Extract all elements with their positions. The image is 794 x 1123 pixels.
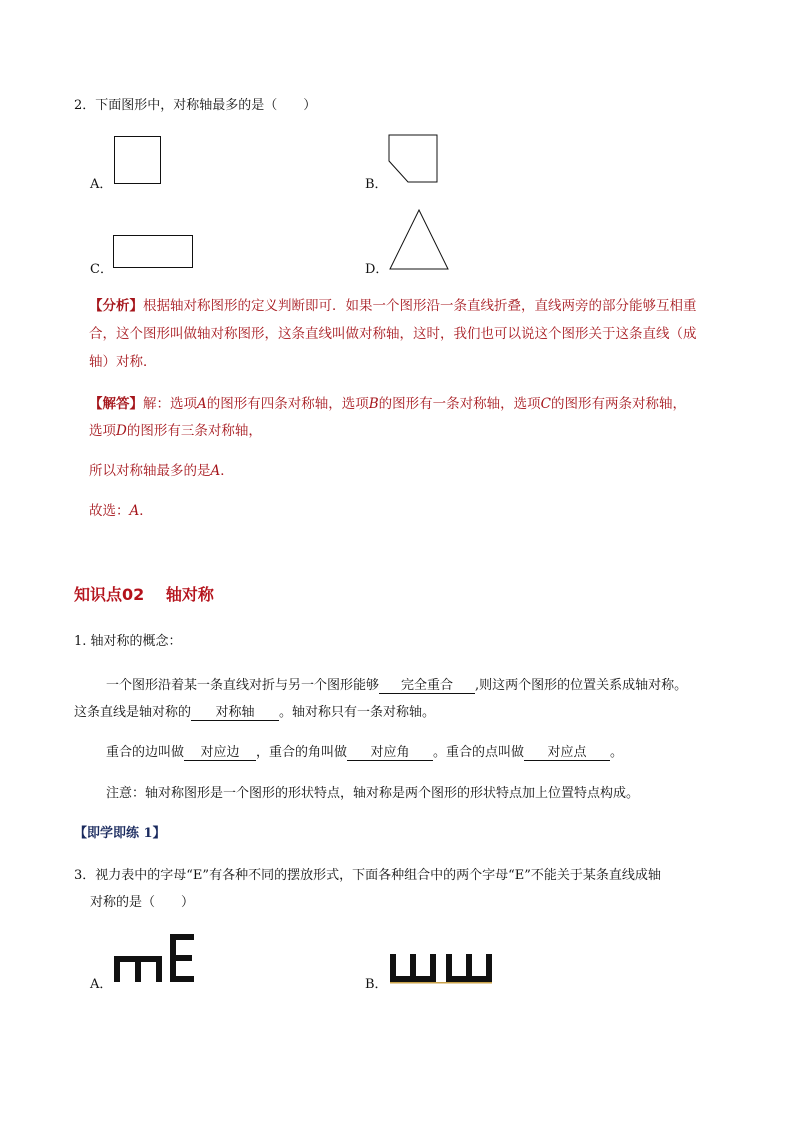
analysis-line-3: 轴）对称． (89, 354, 157, 370)
pentagon-figure (388, 134, 440, 186)
option-b-label: B． (365, 977, 388, 992)
section-title: 知识点02 轴对称 (74, 585, 214, 604)
letter-e-pair-b (390, 954, 496, 986)
analysis-line-1: 【分析】根据轴对称图形的定义判断即可．如果一个图形沿一条直线折叠，直线两旁的部分能够互相重 (89, 298, 697, 314)
option-a-label: A． (90, 977, 113, 992)
question-3-line-2: 对称的是（ ） (90, 895, 195, 910)
solution-line-1: 【解答】解：选项A的图形有四条对称轴，选项B的图形有一条对称轴，选项C的图形有两条对称轴， (89, 396, 687, 412)
square-figure (114, 136, 162, 186)
solution-line-4: 故选：A． (89, 503, 153, 519)
option-b-label: B． (365, 177, 388, 192)
question-text: 下面图形中，对称轴最多的是（ ） (95, 98, 317, 113)
rectangle-figure (113, 235, 195, 269)
letter-e-pair-a (114, 932, 198, 984)
concept-paragraph-3: 重合的边叫做 对应边 ，重合的角叫做 对应角 。重合的点叫做 对应点 。 (106, 741, 623, 761)
solution-line-3: 所以对称轴最多的是A． (89, 463, 234, 479)
blank-answer: 完全重合 (379, 674, 475, 694)
solution-line-2: 选项D的图形有三条对称轴， (89, 423, 262, 439)
question-3 (74, 864, 661, 883)
question-text: 视力表中的字母“E”有各种不同的摆放形式，下面各种组合中的两个字母“E”不能关于某条直线成轴 (95, 868, 661, 883)
option-c-label: C． (90, 262, 113, 277)
concept-paragraph-1: 一个图形沿着某一条直线对折与另一个图形能够 完全重合 ,则这两个图形的位置关系成轴对称。 (106, 674, 687, 694)
question-2 (74, 94, 316, 113)
concept-heading: 1. 轴对称的概念： (74, 634, 182, 649)
blank-answer: 对称轴 (191, 701, 279, 721)
triangle-figure (389, 209, 451, 271)
analysis-tag: 【分析】 (89, 298, 143, 314)
option-a-label: A． (90, 177, 113, 192)
option-d-label: D． (365, 262, 389, 277)
analysis-line-2: 合，这个图形叫做轴对称图形，这条直线叫做对称轴，这时，我们也可以说这个图形关于这条直线（成 (89, 326, 697, 342)
concept-note: 注意：轴对称图形是一个图形的形状特点，轴对称是两个图形的形状特点加上位置特点构成。 (106, 786, 640, 801)
blank-answer: 对应角 (347, 741, 433, 761)
question-number: 3． (74, 868, 96, 883)
solution-tag: 【解答】 (89, 396, 143, 412)
blank-answer: 对应边 (184, 741, 256, 761)
question-number: 2． (74, 98, 96, 113)
practice-title: 【即学即练 1】 (74, 826, 166, 841)
blank-answer: 对应点 (524, 741, 610, 761)
concept-paragraph-2: 这条直线是轴对称的 对称轴 。轴对称只有一条对称轴。 (74, 701, 435, 721)
